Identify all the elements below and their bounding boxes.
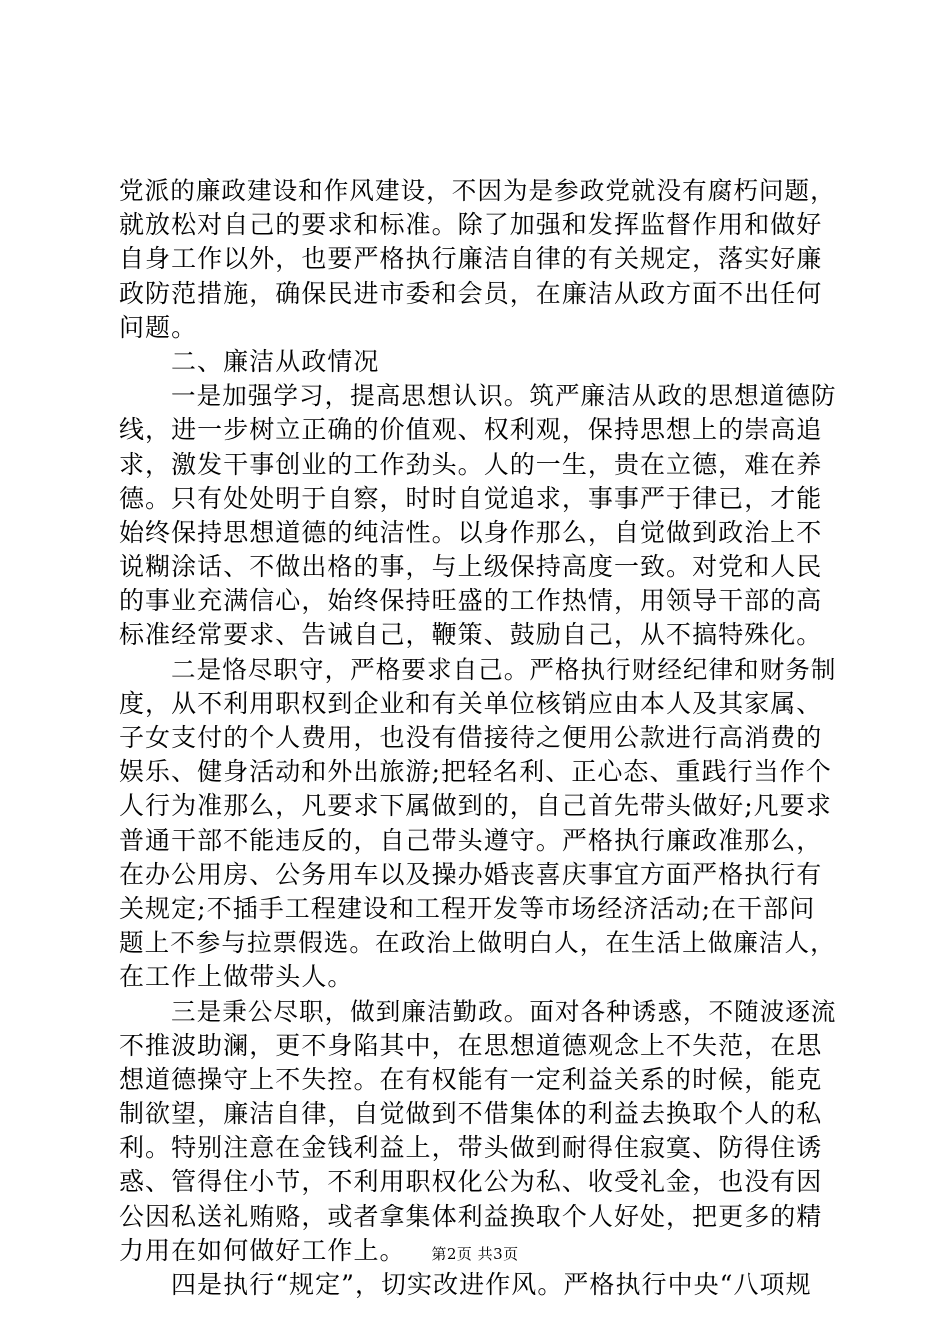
text-line: 力用在如何做好工作上。 [119, 1235, 406, 1265]
text-line: 线，进一步树立正确的价值观、权利观，保持思想上的崇高追 [119, 415, 823, 445]
text-line: 问题。 [119, 312, 198, 342]
text-line: 标准经常要求、告诫自己，鞭策、鼓励自己，从不搞特殊化。 [119, 620, 823, 650]
text-line: 始终保持思想道德的纯洁性。以身作那么，自觉做到政治上不 [119, 517, 823, 547]
text-line: 公因私送礼贿赂，或者拿集体利益换取个人好处，把更多的精 [119, 1201, 823, 1231]
text-line: 子女支付的个人费用，也没有借接待之便用公款进行高消费的 [119, 723, 823, 752]
paragraph-first-line: 一是加强学习，提高思想认识。筑严廉洁从政的思想道德防 [171, 381, 837, 411]
paragraph-first-line: 二、廉洁从政情况 [171, 346, 380, 376]
text-line: 度，从不利用职权到企业和有关单位核销应由本人及其家属、 [119, 688, 823, 718]
text-line: 在办公用房、公务用车以及操办婚丧喜庆事宜方面严格执行有 [119, 859, 823, 889]
text-line: 政防范措施，确保民进市委和会员，在廉洁从政方面不出任何 [119, 278, 823, 308]
text-line: 利。特别注意在金钱利益上，带头做到耐得住寂寞、防得住诱 [119, 1133, 823, 1163]
page-footer: 第2页 共3页 [431, 1245, 519, 1263]
text-line: 惑、管得住小节，不利用职权化公为私、收受礼金，也没有因 [119, 1167, 823, 1197]
text-line: 想道德操守上不失控。在有权能有一定利益关系的时候，能克 [119, 1064, 823, 1094]
text-line: 自身工作以外，也要严格执行廉洁自律的有关规定，落实好廉 [119, 244, 823, 274]
paragraph-first-line: 三是秉公尽职，做到廉洁勤政。面对各种诱惑，不随波逐流 [171, 996, 837, 1026]
text-line: 德。只有处处明于自察，时时自觉追求，事事严于律已，才能 [119, 483, 823, 513]
document-body [119, 174, 839, 1302]
text-line: 关规定;不插手工程建设和工程开发等市场经济活动;在干部问 [119, 893, 816, 923]
text-line: 党派的廉政建设和作风建设，不因为是参政党就没有腐朽问题， [119, 176, 836, 205]
paragraph-first-line: 四是执行“规定”，切实改进作风。严格执行中央“八项规 [171, 1270, 812, 1299]
text-line: 不推波助澜，更不身陷其中，在思想道德观念上不失范，在思 [119, 1030, 823, 1060]
text-line: 题上不参与拉票假选。在政治上做明白人，在生活上做廉洁人， [119, 928, 836, 958]
text-line: 就放松对自己的要求和标准。除了加强和发挥监督作用和做好 [119, 210, 823, 240]
text-line: 制欲望，廉洁自律，自觉做到不借集体的利益去换取个人的私 [119, 1099, 823, 1129]
text-line: 在工作上做带头人。 [119, 962, 354, 992]
text-line: 说糊涂话、不做出格的事，与上级保持高度一致。对党和人民 [119, 552, 823, 582]
text-line: 人行为准那么，凡要求下属做到的，自己首先带头做好;凡要求 [119, 791, 832, 821]
text-line: 的事业充满信心，始终保持旺盛的工作热情，用领导干部的高 [119, 586, 823, 616]
paragraph-first-line: 二是恪尽职守，严格要求自己。严格执行财经纪律和财务制 [171, 654, 837, 684]
text-line: 普通干部不能违反的，自己带头遵守。严格执行廉政准那么， [119, 825, 823, 855]
text-line: 求，激发干事创业的工作劲头。人的一生，贵在立德，难在养 [119, 449, 823, 479]
text-line: 娱乐、健身活动和外出旅游;把轻名利、正心态、重践行当作个 [119, 757, 832, 787]
